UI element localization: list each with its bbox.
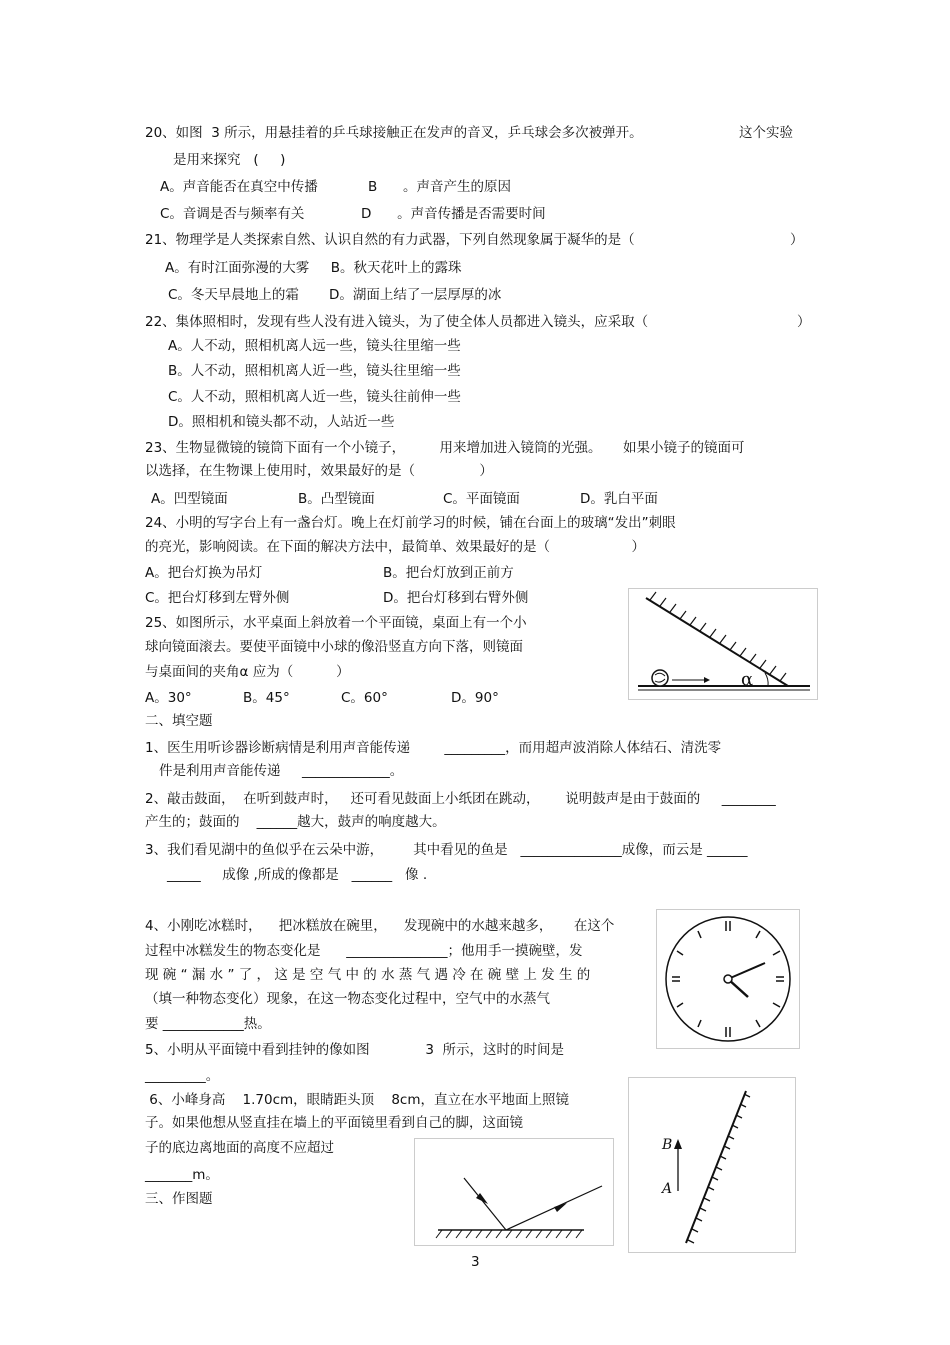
text-line-q24-opt-a: A。把台灯换为吊灯 [145,565,263,581]
text-line-f3-b: _____ 成像 ,所成的像都是 ______ 像 . [167,867,428,883]
text-line-f4-a: 4、小刚吃冰糕时， 把冰糕放在碗里， 发现碗中的水越来越多， 在这个 [145,918,615,934]
text-line-q24-opt-b: B。把台灯放到正前方 [383,565,514,581]
text-line-q21-opt-cd: C。冬天早晨地上的霜 D。湖面上结了一层厚厚的冰 [168,287,502,303]
text-line-f6-a: 6、小峰身高 1.70cm，眼睛距头顶 8cm，直立在水平地面上照镜 [145,1092,570,1108]
clock-figure [656,909,800,1049]
text-line-q25-stem-b: 球向镜面滚去。要使平面镜中小球的像沿竖直方向下落，则镜面 [145,639,523,655]
text-line-q21-stem: 21、物理学是人类探索自然、认识自然的有力武器，下列自然现象属于凝华的是（ [145,232,635,248]
inclined-mirror-figure [628,588,818,700]
text-line-f2-b: 产生的；鼓面的 ______越大，鼓声的响度越大。 [145,814,446,830]
text-line-q24-stem-b: 的亮光，影响阅读。在下面的解决方法中，最简单、效果最好的是（ ） [145,539,646,555]
text-line-q20-stem-b: 这个实验 [739,125,793,141]
text-line-sec2-title: 二、填空题 [145,713,213,729]
text-line-q22-opt-c: C。人不动，照相机离人近一些，镜头往前伸一些 [168,389,461,405]
text-line-f6-b: 子。如果他想从竖直挂在墙上的平面镜里看到自己的脚，这面镜 [145,1115,523,1131]
mirror-ab-figure [628,1077,796,1253]
text-line-q25-opt-d: D。90° [451,690,499,706]
clock-center [724,975,732,983]
text-line-f2-a: 2、敲击鼓面， 在听到鼓声时， 还可看见鼓面上小纸团在跳动， 说明鼓声是由于鼓面的 ________ [145,791,776,807]
text-line-f4-e: 要 ____________热。 [145,1016,271,1032]
text-line-q20-opt-b: B 。声音产生的原因 [368,179,512,195]
text-line-q23-opt-d: D。乳白平面 [580,491,658,507]
text-line-q23-opt-c: C。平面镜面 [443,491,520,507]
reflected-arrow [554,1203,567,1212]
text-line-f1-b: 件是利用声音能传递 _____________。 [159,763,404,779]
text-line-q25-opt-c: C。60° [341,690,388,706]
text-line-f4-d: （填一种物态变化）现象，在这一物态变化过程中，空气中的水蒸气 [145,991,550,1007]
text-line-q22-opt-b: B。人不动，照相机离人近一些，镜头往里缩一些 [168,363,461,379]
text-line-q23-opt-a: A。凹型镜面 [151,491,228,507]
mirror-hatching [650,592,786,681]
mirror-backing-hatch [688,1094,750,1243]
text-line-f5-b: _________。 [145,1068,220,1084]
page-number: 3 [471,1254,480,1270]
text-line-sec3-title: 三、作图题 [145,1191,213,1207]
text-line-q22-opt-d: D。照相机和镜头都不动，人站近一些 [168,414,395,430]
reflected-ray [506,1186,602,1230]
text-line-q22-opt-a: A。人不动，照相机离人远一些，镜头往里缩一些 [168,338,461,354]
text-line-f4-c: 现 碗 “ 漏 水 ” 了 ， 这 是 空 气 中 的 水 蒸 气 遇 冷 在 碗 壁 上 发 生 的 [145,967,591,983]
text-line-q21-paren: ） [790,232,804,248]
text-line-q25-opt-b: B。45° [243,690,290,706]
text-line-f6-d: _______m。 [145,1167,219,1183]
text-line-q20-stem-c: 是用来探究 ( ) [173,152,286,168]
angle-arc [765,673,768,686]
text-line-q22-stem: 22、集体照相时，发现有些人没有进入镜头，为了使全体人员都进入镜头，应采取（ [145,314,649,330]
reflection-figure [414,1138,614,1246]
ball-icon [652,670,668,686]
text-line-q23-opt-b: B。凸型镜面 [298,491,375,507]
label-b: B [662,1137,673,1153]
text-line-q23-stem-b: 以选择，在生物课上使用时，效果最好的是（ ） [145,463,493,479]
text-line-q20-opt-a: A。声音能否在真空中传播 [160,179,318,195]
text-line-q25-opt-a: A。30° [145,690,192,706]
text-line-q22-paren: ） [797,314,811,330]
text-line-f4-b: 过程中冰糕发生的物态变化是 _______________；他用手一摸碗壁，发 [145,943,583,959]
text-line-f6-c: 子的底边离地面的高度不应超过 [145,1140,334,1156]
mirror-surface [646,598,788,686]
text-line-q24-opt-c: C。把台灯移到左臂外侧 [145,590,290,606]
text-line-q23-stem-a: 23、生物显微镜的镜筒下面有一个小镜子， 用来增加进入镜筒的光强。 如果小镜子的镜面可 [145,440,745,456]
text-line-q25-stem-a: 25、如图所示，水平桌面上斜放着一个平面镜，桌面上有一个小 [145,615,527,631]
label-a: A [662,1181,673,1197]
text-line-q21-opt-ab: A。有时江面弥漫的大雾 B。秋天花叶上的露珠 [165,260,462,276]
text-line-f1-a: 1、医生用听诊器诊断病情是利用声音能传递 _________，而用超声波消除人体结石、清洗零 [145,740,722,756]
angle-alpha-label: α [741,669,754,690]
text-line-f5-a: 5、小明从平面镜中看到挂钟的像如图 3 所示，这时的时间是 [145,1042,565,1058]
text-line-q20-opt-d: D 。声音传播是否需要时间 [361,206,546,222]
incident-ray [464,1178,506,1230]
text-line-q24-opt-d: D。把台灯移到右臂外侧 [383,590,529,606]
text-line-q24-stem-a: 24、小明的写字台上有一盏台灯。晚上在灯前学习的时候，铺在台面上的玻璃“发出”刺眼 [145,515,676,531]
text-line-q25-stem-c: 与桌面间的夹角α 应为（ ） [145,664,350,680]
text-line-q20-stem-a: 20、如图 3 所示，用悬挂着的乒乓球接触正在发声的音叉，乒乓球会多次被弹开。 [145,125,643,141]
surface-hatching [436,1230,582,1238]
text-line-q20-opt-c: C。音调是否与频率有关 [160,206,305,222]
text-line-f3-a: 3、我们看见湖中的鱼似乎在云朵中游， 其中看见的鱼是 _______________成像，而云是 ______ [145,842,748,858]
